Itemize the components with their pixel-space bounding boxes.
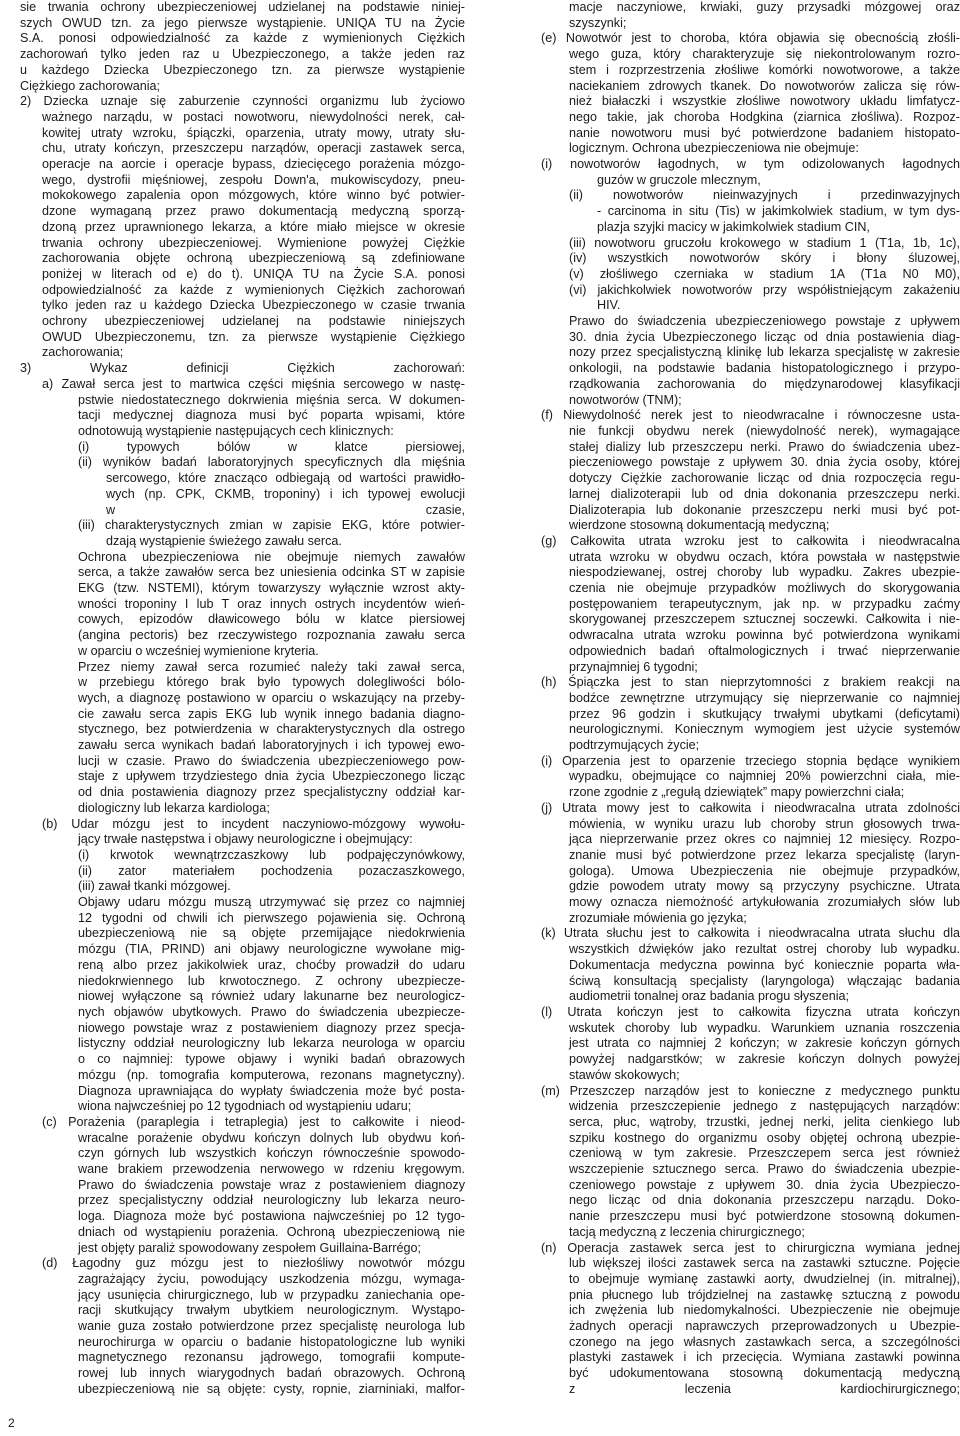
text-line: trwania ochrony ubezpieczeniowej. Wymienione powyżej Ciężkie — [42, 235, 465, 250]
text-line: S.A. ponosi odpowiedzialność za każde z wymienionych Ciężkich — [20, 31, 465, 46]
text-line: dzają wystąpienie świeżego zawału serca. — [106, 533, 342, 548]
text-line: żadnych operacji naprawczych przeprowadzonych u Ubezpie- — [569, 1319, 960, 1334]
text-line: czeniową w tym zakresie. Przeszczepem serca jest również — [569, 1146, 960, 1161]
text-line: pieczeniowego powstaje z upływem 30. dnia życia osoby, której — [569, 455, 960, 470]
text-line: zachorowania; — [42, 345, 124, 360]
text-line: sercowego, które znacząco odbiegają od wartości prawidło- — [106, 471, 465, 486]
text-line: (l) Utrata kończyn jest to całkowita fizyczna utrata kończyn — [541, 1005, 960, 1019]
text-line: larnej dializoterapii lub od dnia dokonania przeszczepu nerki. — [569, 486, 960, 501]
text-line: wego, dystrofii mięśniowej, zespołu Down'a, mukowiscydozy, pneu- — [42, 172, 465, 187]
text-line: w przebiegu którego brak było typowych dolegliwości bólo- — [78, 675, 465, 690]
left-column — [20, 0, 465, 1398]
text-line: (i) nowotworów łagodnych, w tym odizolowanych łagodnych — [541, 157, 960, 172]
text-line: przez specjalistyczny oddział neurologiczny lub lekarza neuro- — [78, 1193, 465, 1208]
text-line: widzenia przeszczepienie jednego z następujących narządów: — [569, 1099, 960, 1114]
text-line: stem i rozprzestrzenia złośliwe komórki nowotworowe, a także — [569, 62, 960, 77]
text-line: (n) Operacja zastawek serca jest to chirurgiczna wymiana jednej — [541, 1240, 960, 1255]
text-line: 2) Dziecka uznaje się zaburzenie czynności organizmu lub życiowo — [20, 94, 465, 109]
text-line: stycznego, bez potwierdzenia w charakterystycznych dla ostrego — [78, 722, 465, 737]
text-line: wych, a diagnozę postawiono w oparciu o wskazujący na przeby- — [78, 690, 465, 705]
text-line: jest utrata co najmniej 2 kończyn; w zakresie kończyn górnych — [569, 1036, 960, 1051]
text-line: gdzie powodem utraty mowy są przyczyny psychiczne. Utrata — [569, 879, 960, 894]
text-line: (i) typowych bólów w klatce piersiowej, — [78, 439, 465, 454]
text-line: podtrzymujących życie; — [569, 738, 700, 753]
text-line: staje z upływem trzydziestego dnia życia Ubezpieczonego licząc — [78, 769, 465, 784]
text-line: wracalne porażenie obydwu kończyn dolnych lub obydwu koń- — [78, 1130, 465, 1145]
text-line: (i) Oparzenia jest to oparzenie trzeciego stopnia będące wynikiem — [541, 753, 960, 768]
text-line: wego guza, który charakteryzuje się niekontrolowanym rozro- — [569, 47, 960, 62]
text-line: serca, płuc, wątroby, trzustki, jednej nerki, jelita cienkiego lub — [569, 1114, 960, 1129]
text-line: skorygowanej przeszczepem sztucznej soczewki. Całkowita i nie- — [569, 612, 960, 627]
text-line: guzów w gruczole mlecznym, — [597, 172, 761, 187]
text-line: loga. Diagnoza może być postawiona najwcześniej po 12 tygo- — [78, 1209, 465, 1224]
text-line: powyżej nadgarstków; w zakresie kończyn dolnych powyżej — [569, 1052, 960, 1067]
text-line: audiometrii tonalnej oraz badania progu słyszenia; — [569, 989, 850, 1004]
text-line: (ii) zator materiałem pochodzenia pozaczaszkowego, — [78, 863, 465, 878]
text-line: zawału serca wynikach badań laboratoryjnych i ich typowej ewo- — [78, 738, 465, 753]
text-line: nież białaczki i wszystkie złośliwe nowotwory układu limfatycz- — [569, 94, 960, 109]
text-line: kowitej utraty wzroku, śpiączki, oparzenia, utraty mowy, utraty słu- — [42, 125, 465, 140]
text-line: niowego powstaje wraz z postawieniem diagnozy przez specja- — [78, 1020, 465, 1035]
text-line: przynajmniej 6 tygodni; — [569, 659, 698, 674]
text-line: czeniowego powstaje z upływem 30. dnia życia Ubezpieczo- — [569, 1177, 960, 1192]
text-line: (ii) wyników badań laboratoryjnych specyficznych dla mięśnia — [78, 455, 465, 470]
text-line: wszystkich dźwięków jako rezultat ostrej choroby lub wypadku. — [569, 942, 960, 957]
text-line: ściwą konsultacją specjalisty (laryngologa) włączając badania — [569, 973, 960, 988]
text-line: pstwie niedostatecznego dokrwienia mięśnia serca. W dokumen- — [78, 392, 465, 407]
text-line: poniżej w literach od e) do t). UNIQA TU na Życie S.A. ponosi — [42, 266, 465, 281]
text-line: wych (np. CPK, CKMB, troponiny) i ich typowej ewolucji — [106, 486, 465, 501]
text-line: dzoną przez uprawnionego lekarza, a które miało miejsce w okresie — [42, 219, 465, 234]
text-line: cowych, epizodów dławicowego bólu w klatce piersiowej — [78, 612, 465, 627]
text-line: bodźce zewnętrzne utrzymujący się nieprzerwanie co najmniej — [569, 690, 960, 705]
text-line: 30. dnia życia Ubezpieczonego licząc od dnia postawienia diag- — [569, 329, 960, 344]
text-line: zagrażający życiu, powodujący uszkodzenia mózgu, wymaga- — [78, 1271, 465, 1286]
text-line: być udokumentowana stosowną dokumentacją medyczną — [569, 1366, 960, 1381]
text-line: onkologii, na podstawie badania histopatologicznego i przypo- — [569, 361, 960, 376]
text-line: diologiczny lub lekarza kardiologa; — [78, 800, 270, 815]
text-line: nych objawów ubytkowych. Prawo do świadczenia ubezpiecze- — [78, 1005, 465, 1019]
text-line: (b) Udar mózgu jest to incydent naczyniowo-mózgowy wywołu- — [42, 816, 465, 831]
text-line: nego takie, jak choroba Hodgkina (ziarnica złośliwa). Rozpoz- — [569, 109, 960, 124]
text-line: (g) Całkowita utrata wzroku jest to całkowita i nieodwracalna — [541, 533, 960, 548]
text-line: magnetycznego rezonansu jądrowego, tomografii kompute- — [78, 1350, 465, 1365]
text-line: u każdego Dziecka Ubezpieczonego tzn. za pierwsze wystąpienie — [20, 62, 465, 77]
text-line: wiona najwcześniej po 12 tygodniach od wystąpieniu udaru; — [78, 1099, 412, 1114]
text-line: operacje na aorcie i operacje bypass, dziecięcego porażenia mózgo- — [42, 157, 465, 172]
text-line: zachorowań tylko jeden raz u Ubezpieczonego, a także jeden raz — [20, 47, 465, 62]
text-line: Dokumentacja medyczna powinna być koniecznie poparta wła- — [569, 957, 960, 972]
text-line: lucji w czasie. Prawo do świadczenia ubezpieczeniowego pow- — [78, 753, 465, 768]
text-line: plastyki zastawek i ich przecięcia. Wymiana zastawki powinna — [569, 1350, 960, 1365]
text-line: (i) krwotok wewnątrzczaszkowy lub podpajęczynówkowy, — [78, 847, 465, 862]
text-line: Przez niemy zawał serca rozumieć należy taki zawał serca, — [78, 659, 465, 674]
text-line: jest objęty paraliż spowodowany zespołem Guillaina-Barrégo; — [78, 1240, 422, 1255]
text-line: (vi) jakichkolwiek nowotworów przy współistniejącym zakażeniu — [569, 282, 960, 297]
text-line: jący usunięcia chirurgicznego, lub w przypadku zaniechania ope- — [78, 1287, 465, 1302]
text-line: nego licząc od dnia dokonania przeszczepu narządu. Doko- — [569, 1193, 960, 1208]
text-line: Prawo do świadczenia ubezpieczeniowego powstaje z upływem — [569, 314, 960, 329]
text-line: wności troponiny I lub T oraz innych ostrych incydentów wień- — [78, 596, 465, 611]
text-line: (d) Łagodny guz mózgu jest to niezłośliwy nowotwór mózgu — [42, 1256, 465, 1271]
text-line: reną albo przez jakikolwiek uraz, choćby prowadził do udaru — [78, 957, 465, 972]
text-line: ich zwężenia lub niedomykalności. Ubezpieczenie nie obejmuje — [569, 1303, 960, 1318]
text-line: dotyczy Ciężkie zachorowanie licząc od dnia rozpoczęcia regu- — [569, 471, 960, 486]
text-line: (iii) nowotworu gruczołu krokowego w stadium 1 (T1a, 1b, 1c), — [569, 235, 960, 250]
text-line: pnia płucnego lub trójdzielnej na zastawkę sztuczną z powodu — [569, 1287, 960, 1302]
text-line: Ochrona ubezpieczeniowa nie obejmuje niemych zawałów — [78, 549, 465, 564]
text-line: niespodziewanej, ostrej choroby lub wypadku. Zakres ubezpie- — [569, 565, 960, 580]
text-line: czyn górnych lub wszystkich kończyn równocześnie spowodo- — [78, 1146, 465, 1161]
text-line: ważnego narządu, w postaci nowotworu, niewydolności nerek, cał- — [42, 109, 465, 124]
text-line: (iv) wszystkich nowotworów skóry i błony śluzowej, — [569, 251, 960, 266]
text-line: mózgu (np. tomografia komputerowa, rezonans magnetyczny). — [78, 1067, 465, 1082]
text-line: to obejmuje wymianę zastawki aorty, dwudzielnej (in. mitralnej), — [569, 1271, 960, 1286]
text-line: lub większej ilości zastawek serca na zastawki sztuczne. Pojęcie — [569, 1256, 960, 1271]
text-line: ubezpieczeniową nie są objęte przemijające niedokrwienia — [78, 926, 465, 941]
text-line: w czasie, — [106, 502, 465, 517]
text-line: mokokowego zapalenia opon mózgowych, które winno być potwier- — [42, 188, 465, 203]
text-line: szyszynki; — [569, 15, 627, 30]
page-number: 2 — [8, 1416, 15, 1430]
text-line: nanie przeszczepu musi być potwierdzone stosowną dokumen- — [569, 1209, 960, 1224]
text-line: przez 96 godzin i skutkujący trwałymi ubytkami (deficytami) — [569, 706, 960, 721]
text-line: EKG (tzw. NSTEMI), którym towarzyszy wyłącznie wzrost akty- — [78, 581, 465, 596]
text-line: listyczny oddział neurologiczny lub lekarza neurologa w oparciu — [78, 1036, 465, 1051]
text-line: (m) Przeszczep narządów jest to konieczne z medycznego punktu — [541, 1083, 960, 1098]
text-line: szych OWUD tzn. za jego pierwsze wystąpienie. UNIQA TU na Życie — [20, 15, 465, 30]
text-line: - carcinoma in situ (Tis) w jakimkolwiek stadium, w tym dys- — [597, 204, 960, 219]
text-line: (iii) charakterystycznych zmian w zapisie EKG, które potwier- — [78, 518, 465, 533]
text-line: neurochirurga w oparciu o badanie histopatologiczne lub wyniki — [78, 1334, 465, 1349]
text-line: czenia nie obejmuje przypadków możliwych do skorygowania — [569, 581, 960, 596]
text-line: OWUD Ubezpieczonemu, tzn. za pierwsze wystąpienie Ciężkiego — [42, 329, 465, 344]
text-line: 3) Wykaz definicji Ciężkich zachorowań: — [20, 361, 465, 376]
text-line: nowotworów (TNM); — [569, 392, 682, 407]
text-line: rzone zgodnie z „regułą dziewiątek” mapy powierzchni ciała; — [569, 785, 905, 800]
text-line: z leczenia kardiochirurgicznego; — [569, 1381, 960, 1396]
text-line: Ciężkiego zachorowania; — [20, 78, 161, 93]
text-line: mózgu (TIA, PRIND) ani objawy neurologiczne wywołane mig- — [78, 942, 465, 957]
text-line: (h) Śpiączka jest to stan nieprzytomności z brakiem reakcji na — [541, 675, 960, 690]
text-line: utrata wzroku w obydwu oczach, która powstała w następstwie — [569, 549, 960, 564]
right-column — [541, 0, 960, 1398]
text-line: rowej lub innych wiarygodnych badań obrazowych. Ochroną — [78, 1366, 465, 1381]
text-line: odwracalna utrata wzroku powinna być potwierdzona wynikami — [569, 628, 960, 643]
text-line: tacją medyczną z leczenia chirurgicznego; — [569, 1224, 805, 1239]
text-line: Dializoterapia lub dokonanie przeszczepu nerki musi być pot- — [569, 502, 960, 517]
text-line: ochrony ubezpieczeniowej udzielanej na podstawie niniejszych — [42, 314, 465, 329]
text-line: logicznym. Ochrona ubezpieczeniowa nie obejmuje: — [569, 141, 859, 156]
text-line: odpowiednich badań oftalmologicznych i trwać nieprzerwanie — [569, 643, 960, 658]
text-line: ubezpieczeniową nie są objęte: cysty, ropnie, ziarniniaki, malfor- — [78, 1381, 465, 1396]
text-line: nanie nowotworu musi być potwierdzone badaniem histopato- — [569, 125, 960, 140]
text-line: 12 tygodni od chwili ich pierwszego pojawienia się. Ochroną — [78, 910, 465, 925]
text-line: szpiku kostnego do organizmu osoby objętej ochroną ubezpie- — [569, 1130, 960, 1145]
text-line: jący trwałe następstwa i objawy neurologiczne i obejmujący: — [78, 832, 413, 847]
text-line: mówienia, w wyniku urazu lub choroby strun głosowych trwa- — [569, 816, 960, 831]
text-line: wszczepienie sztucznego serca. Prawo do świadczenia ubezpie- — [569, 1162, 960, 1177]
text-line: tylko jeden raz u każdego Dziecka Ubezpieczonego w czasie trwania — [42, 298, 465, 313]
text-line: serca, a także zawałów serca bez uniesienia odcinka ST w zapisie — [78, 565, 465, 580]
text-line: HIV. — [597, 298, 621, 313]
text-line: zrozumiałe mówienia go języka; — [569, 910, 747, 925]
text-line: mowy oznacza niemożność artykułowania zrozumiałych słów lub — [569, 895, 960, 910]
text-line: zachorowania objęte ochroną ubezpieczeniową są zdefiniowane — [42, 251, 465, 266]
text-line: plazja szyjki macicy w jakimkolwiek stadium CIN, — [597, 219, 870, 234]
text-line: naciekaniem zdrowych tkanek. Do nowotworów zalicza się rów- — [569, 78, 960, 93]
text-line: (iii) zawał tkanki mózgowej. — [78, 879, 231, 894]
text-line: Prawo do świadczenia powstaje wraz z postawieniem diagnozy — [78, 1177, 465, 1192]
text-line: w oparciu o wcześniej wymienione kryteria. — [78, 643, 319, 658]
text-line: (angina pectoris) bez rzeczywistego rozpoznania zawału serca — [78, 628, 465, 643]
text-line: znanie musi być potwierdzone przez lekarza specjalistę (laryn- — [569, 847, 960, 862]
text-line: (v) złośliwego czerniaka w stadium 1A (T1a N0 M0), — [569, 266, 960, 281]
text-line: rządkowania zachorowania do międzynarodowej klasyfikacji — [569, 376, 960, 391]
text-line: (f) Niewydolność nerek jest to nieodwracalne i równoczesne usta- — [541, 408, 960, 423]
text-line: Objawy udaru mózgu muszą utrzymywać się przez co najmniej — [78, 895, 465, 910]
text-line: (ii) nowotworów nieinwazyjnych i przedinwazyjnych — [569, 188, 960, 203]
text-line: odnotowują wystąpienie następujących cech klinicznych: — [78, 423, 394, 438]
text-line: (e) Nowotwór jest to choroba, która objawia się obecnością złośli- — [541, 31, 960, 46]
text-line: stawów skokowych; — [569, 1067, 680, 1082]
text-line: a) Zawał serca jest to martwica części mięśnia sercowego w nastę- — [42, 376, 465, 391]
text-line: macje naczyniowe, krwiaki, guzy przysadki mózgowej oraz — [569, 0, 960, 14]
text-line: odpowiedzialność za każde z wymienionych Ciężkich zachorowań — [42, 282, 465, 297]
text-line: wierdzone stosowną dokumentacją medyczną; — [569, 518, 830, 533]
text-line: Diagnoza uprawniająca do wypłaty świadczenia może być posta- — [78, 1083, 465, 1098]
text-line: o co najmniej: typowe objawy i wyniki badań obrazowych — [78, 1052, 465, 1067]
text-line: gologa). Umowa Ubezpieczenia nie obejmuje przypadków, — [569, 863, 960, 878]
text-line: nie funkcji obydwu nerek (niewydolność nerek), wymagające — [569, 423, 960, 438]
text-line: nozy przez specjalistyczną klinikę lub lekarza specjalistę w zakresie — [569, 345, 960, 360]
text-line: tacji medycznej diagnoza musi być poparta wpisami, które — [78, 408, 465, 423]
text-line: dzone wymaganą przez prawo dokumentacją medyczną sporzą- — [42, 204, 465, 219]
text-line: sie trwania ochrony ubezpieczeniowej udzielanej na podstawie niniej- — [20, 0, 465, 14]
text-line: (c) Porażenia (paraplegia i tetraplegia) jest to całkowite i nieod- — [42, 1114, 465, 1129]
text-line: czonego na jego własnych zastawkach serca, a szczególności — [569, 1334, 960, 1349]
text-line: racji skutkujący trwałym ubytkiem neurologicznym. Wystąpo- — [78, 1303, 465, 1318]
text-line: niowej wyłączone są również udary lakunarne bez neurologicz- — [78, 989, 465, 1004]
text-line: wypadku, obejmujące co najmniej 20% powierzchni ciała, mie- — [569, 769, 960, 784]
text-line: niedokrwiennego lub krwotocznego. Z ochrony ubezpiecze- — [78, 973, 465, 988]
text-line: cie zawału serca zapis EKG lub wynik innego badania diagno- — [78, 706, 465, 721]
text-line: wanie guza zostało potwierdzone przez specjalistę neurologa lub — [78, 1319, 465, 1334]
text-line: jąca nieprzerwanie przez okres co najmniej 12 miesięcy. Rozpo- — [569, 832, 960, 847]
text-line: postępowaniem terapeutycznym, jak np. w przypadku zaćmy — [569, 596, 960, 611]
text-line: wskutek choroby lub wypadku. Warunkiem uznania roszczenia — [569, 1020, 960, 1035]
text-line: stałej dializy lub przeszczepu nerki. Prawo do świadczenia ubez- — [569, 439, 960, 454]
text-line: od dnia postawienia diagnozy przez specjalistyczny oddział kar- — [78, 785, 465, 800]
text-line: wane brakiem przewodzenia nerwowego w rdzeniu kręgowym. — [78, 1162, 465, 1177]
text-line: chu, utraty kończyn, przeszczepu narządów, operacji zastawek serca, — [42, 141, 465, 156]
text-line: neurologicznymi. Koniecznym wymogiem jest użycie systemów — [569, 722, 960, 737]
text-line: (k) Utrata słuchu jest to całkowita i nieodwracalna utrata słuchu dla — [541, 926, 960, 941]
text-line: dniach od wystąpieniu porażenia. Ochroną ubezpieczeniową nie — [78, 1224, 465, 1239]
text-line: (j) Utrata mowy jest to całkowita i nieodwracalna utrata zdolności — [541, 800, 960, 815]
